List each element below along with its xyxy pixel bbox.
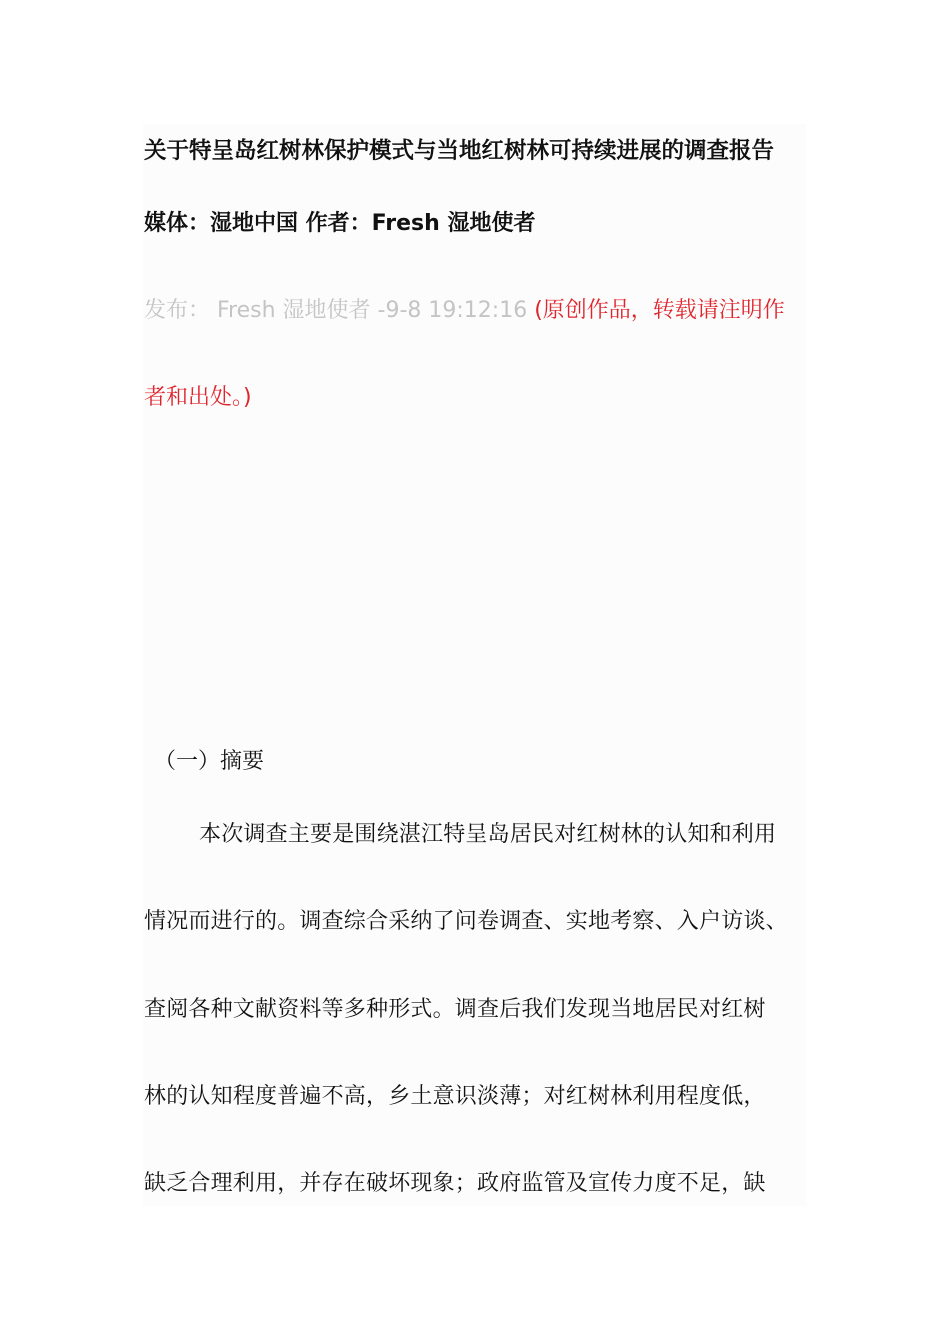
copyright-notice-part2: 者和出处。)	[144, 385, 252, 410]
section-heading-abstract: （一）摘要	[154, 749, 265, 774]
paragraph-line: 情况而进行的。调查综合采纳了问卷调查、实地考察、入户访谈、	[144, 909, 788, 934]
publish-info-line	[144, 296, 785, 326]
page-background	[143, 124, 806, 1206]
paragraph-line: 林的认知程度普遍不高，乡土意识淡薄；对红树林利用程度低，	[144, 1084, 766, 1109]
paragraph-line: 查阅各种文献资料等多种形式。调查后我们发现当地居民对红树	[144, 997, 766, 1022]
document-title: 关于特呈岛红树林保护模式与当地红树林可持续进展的调查报告	[144, 138, 775, 164]
media-author-line: 媒体：湿地中国 作者：Fresh 湿地使者	[144, 211, 536, 236]
paragraph-line: 缺乏合理利用，并存在破坏现象；政府监管及宣传力度不足，缺	[144, 1171, 766, 1196]
paragraph-line: 本次调查主要是围绕湛江特呈岛居民对红树林的认知和利用	[199, 822, 777, 847]
copyright-notice-part1: (原创作品，转载请注明作	[534, 298, 785, 323]
publish-meta: 发布： Fresh 湿地使者 -9-8 19:12:16	[144, 298, 535, 323]
